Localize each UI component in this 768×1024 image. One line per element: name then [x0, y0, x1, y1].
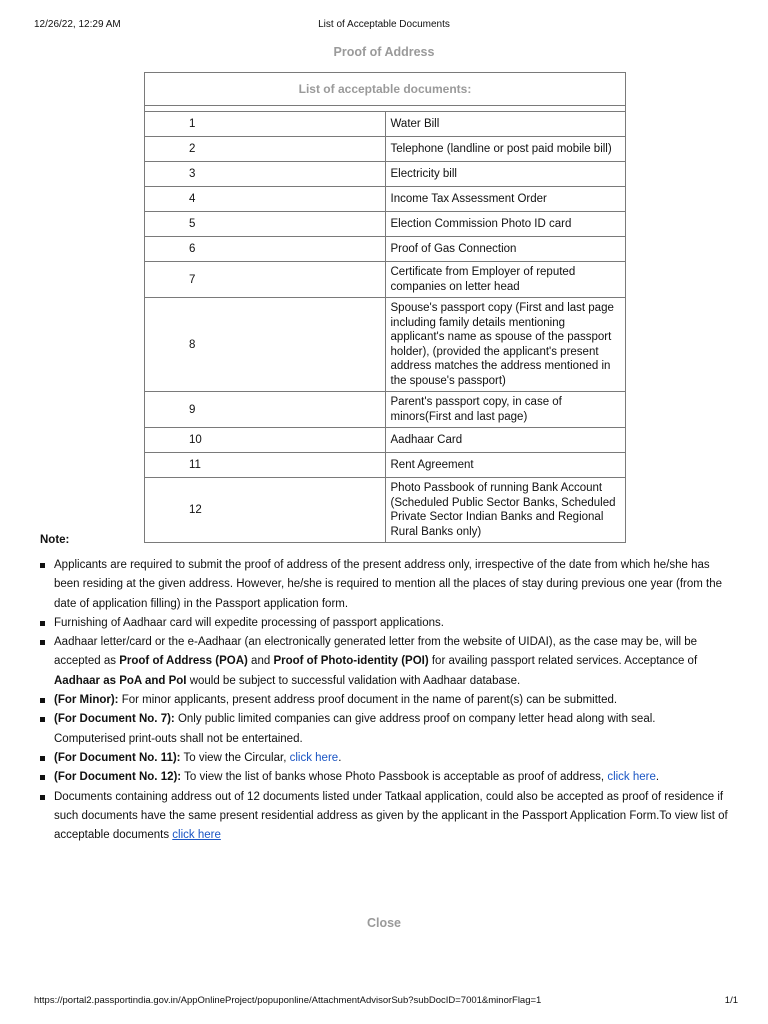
table-row: [145, 392, 626, 428]
note-bold: (For Document No. 12):: [54, 771, 182, 784]
document-name: Proof of Gas Connection: [385, 237, 626, 262]
document-name: Income Tax Assessment Order: [385, 187, 626, 212]
document-number: 6: [145, 237, 386, 262]
document-number: 9: [145, 392, 386, 428]
close-button[interactable]: Close: [366, 916, 402, 930]
note-bold: (For Document No. 11):: [54, 751, 181, 764]
note-text: for availing passport related services. Acceptance of: [428, 655, 698, 668]
document-name: Parent's passport copy, in case of minors(First and last page): [385, 392, 626, 428]
table-row: [145, 478, 626, 543]
note-text: Furnishing of Aadhaar card will expedite processing of passport applications.: [54, 616, 444, 629]
note-text: and: [247, 655, 274, 668]
document-number: 1: [145, 112, 386, 137]
note-bold: Aadhaar as PoA and PoI: [54, 674, 187, 687]
document-name: Rent Agreement: [385, 453, 626, 478]
note-bold: Proof of Photo-identity (POI): [273, 655, 429, 668]
document-number: 4: [145, 187, 386, 212]
notes-list: [40, 556, 730, 845]
document-name: Telephone (landline or post paid mobile bill): [385, 137, 626, 162]
document-name: Election Commission Photo ID card: [385, 212, 626, 237]
document-name: Spouse's passport copy (First and last page including family details mentioning applicant's name as spouse of the passport holder), (provided the applicant's present address matches the address mentioned in the spouse's passport): [385, 298, 626, 392]
document-number: 7: [145, 262, 386, 298]
print-datetime: 12/26/22, 12:29 AM: [34, 19, 121, 30]
print-footer: [34, 995, 738, 1009]
document-number: 10: [145, 428, 386, 453]
table-row: [145, 428, 626, 453]
table-row: [145, 162, 626, 187]
documents-table: [144, 72, 626, 543]
note-label: Note:: [40, 534, 70, 546]
list-item: [40, 691, 730, 710]
table-caption: List of acceptable documents:: [145, 73, 626, 106]
document-number: 3: [145, 162, 386, 187]
circular-link[interactable]: click here: [289, 751, 339, 764]
note-text: .: [655, 771, 660, 784]
banks-list-link[interactable]: click here: [607, 771, 656, 784]
page-number: 1/1: [724, 995, 738, 1006]
note-text: Aadhaar letter/card or the e-Aadhaar (an electronically generated letter from the website of UIDAI), as the case may be, will be accepted as: [54, 636, 698, 668]
document-name: Electricity bill: [385, 162, 626, 187]
table-row: [145, 187, 626, 212]
list-item: [40, 556, 730, 614]
document-name: Photo Passbook of running Bank Account (Scheduled Public Sector Banks, Scheduled Private Sector Indian Banks and Regional Rural Banks only): [385, 478, 626, 543]
document-number: 5: [145, 212, 386, 237]
note-text: would be subject to successful validation with Aadhaar database.: [186, 674, 521, 687]
document-name: Water Bill: [385, 112, 626, 137]
table-row: [145, 237, 626, 262]
list-item: [40, 749, 730, 768]
note-text: Documents containing address out of 12 documents listed under Tatkaal application, could also be accepted as proof of residence if such documents have the same present residential address as given by the applicant in the Passport Application Form.To view list of acceptable documents: [54, 790, 728, 842]
note-bold: (For Minor):: [54, 694, 119, 707]
note-text: Only public limited companies can give address proof on company letter head along with seal. Computerised print-outs shall not be entertained.: [54, 713, 656, 745]
document-name: Aadhaar Card: [385, 428, 626, 453]
document-name: Certificate from Employer of reputed companies on letter head: [385, 262, 626, 298]
note-text: To view the Circular,: [180, 751, 290, 764]
list-item: [40, 710, 730, 749]
table-row: [145, 298, 626, 392]
document-number: 2: [145, 137, 386, 162]
print-url: https://portal2.passportindia.gov.in/AppOnlineProject/popuponline/AttachmentAdvisorSub?subDocID=7001&minorFlag=1: [34, 995, 542, 1006]
note-text: Applicants are required to submit the proof of address of the present address only, irrespective of the date from which he/she has been residing at the given address. However, he/she is required to mention all the places of stay during previous one year (from the date of application filling) in the Passport application form.: [54, 559, 723, 610]
print-title: List of Acceptable Documents: [318, 19, 450, 30]
list-item: [40, 614, 730, 633]
list-item: [40, 788, 730, 846]
table-row: [145, 137, 626, 162]
table-row: [145, 453, 626, 478]
note-text: For minor applicants, present address proof document in the name of parent(s) can be submitted.: [118, 694, 618, 707]
print-header: [34, 19, 734, 33]
list-item: [40, 633, 730, 691]
table-row: [145, 112, 626, 137]
document-number: 12: [145, 478, 386, 543]
note-text: To view the list of banks whose Photo Passbook is acceptable as proof of address,: [181, 771, 608, 784]
page-title: Proof of Address: [333, 45, 435, 59]
note-text: .: [338, 751, 342, 764]
note-bold: Proof of Address (POA): [119, 655, 248, 668]
list-item: [40, 768, 730, 787]
note-bold: (For Document No. 7):: [54, 713, 175, 726]
document-number: 8: [145, 298, 386, 392]
table-row: [145, 212, 626, 237]
tatkaal-documents-link[interactable]: click here: [172, 829, 221, 842]
table-row: [145, 262, 626, 298]
document-number: 11: [145, 453, 386, 478]
